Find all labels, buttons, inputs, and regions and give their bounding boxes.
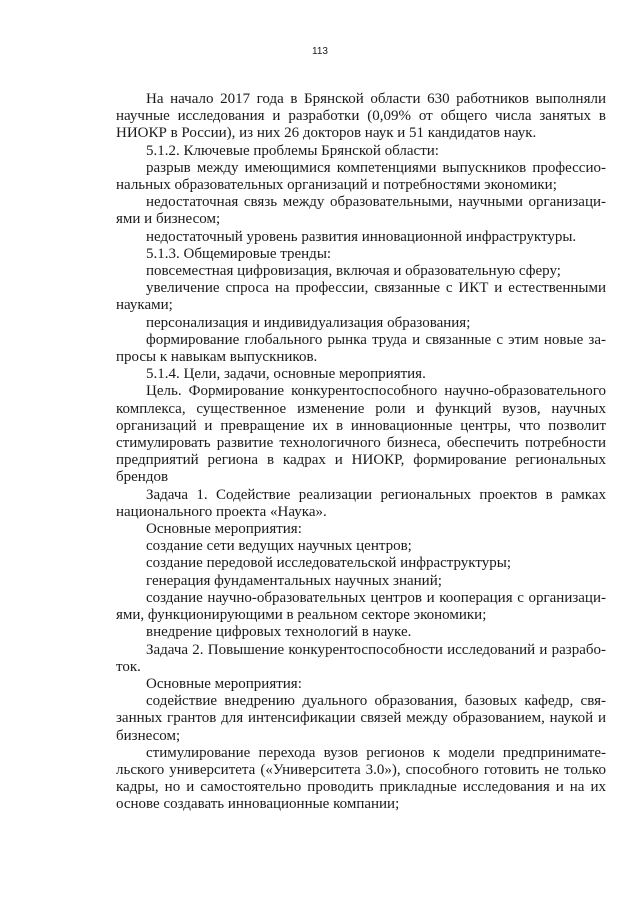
list-item: увеличение спроса на профессии, связанные с ИКТ и естественными науками; — [116, 280, 606, 314]
section-heading-problems: 5.1.2. Ключевые проблемы Брянской области: — [146, 142, 439, 159]
list-item: создание передовой исследовательской инфраструктуры; — [146, 555, 511, 572]
list-item: формирование глобального рынка труда и связанные с этим новые запросы к навыкам выпускников. — [116, 331, 606, 366]
intro-paragraph: На начало 2017 года в Брянской области 630 работников выполняли научные исследования и разработки (0,09% от общего числа занятых в НИОКР в России), из них 26 докторов наук и 51 кандидатов наук. — [116, 91, 606, 142]
list-item: повсеместная цифровизация, включая и образовательную сферу; — [146, 263, 561, 280]
task-1-heading: Задача 1. Содействие реализации региональных проектов в рамках национального проекта «Наука». — [116, 486, 606, 520]
list-item: создание сети ведущих научных центров; — [146, 538, 412, 555]
section-heading-goals: 5.1.4. Цели, задачи, основные мероприятия. — [146, 366, 426, 383]
list-item: содействие внедрению дуального образования, базовых кафедр, связанных грантов для интенсификации связей между образованием, наукой и бизнесом; — [116, 693, 606, 744]
task-2-heading: Задача 2. Повышение конкурентоспособности исследований и разработок. — [116, 641, 606, 675]
list-item: создание научно-образовательных центров и кооперация с организациями, функционирующими в реальном секторе экономики; — [116, 589, 606, 624]
page-number: 113 — [312, 46, 328, 57]
measures-heading: Основные мероприятия: — [146, 521, 302, 538]
measures-heading: Основные мероприятия: — [146, 675, 302, 692]
list-item: внедрение цифровых технологий в науке. — [146, 624, 412, 641]
section-heading-trends: 5.1.3. Общемировые тренды: — [146, 245, 332, 262]
list-item: персонализация и индивидуализация образования; — [146, 314, 471, 331]
document-body — [116, 91, 606, 814]
goal-paragraph: Цель. Формирование конкурентоспособного научно-образовательного комплекса, существенное изменение роли и функций вузов, научных организаций и превращение их в инновационные центры, что позволит стимулировать развитие технологичного бизнеса, обеспечить потребности предприятий региона в кадрах и НИОКР, формирование региональных брендов — [116, 383, 606, 486]
list-item: недостаточная связь между образовательными, научными организациями и бизнесом; — [116, 194, 606, 228]
list-item: генерация фундаментальных научных знаний; — [146, 572, 442, 589]
list-item: разрыв между имеющимися компетенциями выпускников профессиональных образовательных организаций и потребностями экономики; — [116, 159, 606, 194]
list-item: недостаточный уровень развития инновационной инфраструктуры. — [146, 228, 577, 245]
list-item: стимулирование перехода вузов регионов к модели предпринимательского университета («Университета 3.0»), способного готовить не только кадры, но и самостоятельно проводить прикладные исследования и на их основе создавать инновационные компании; — [116, 744, 606, 813]
